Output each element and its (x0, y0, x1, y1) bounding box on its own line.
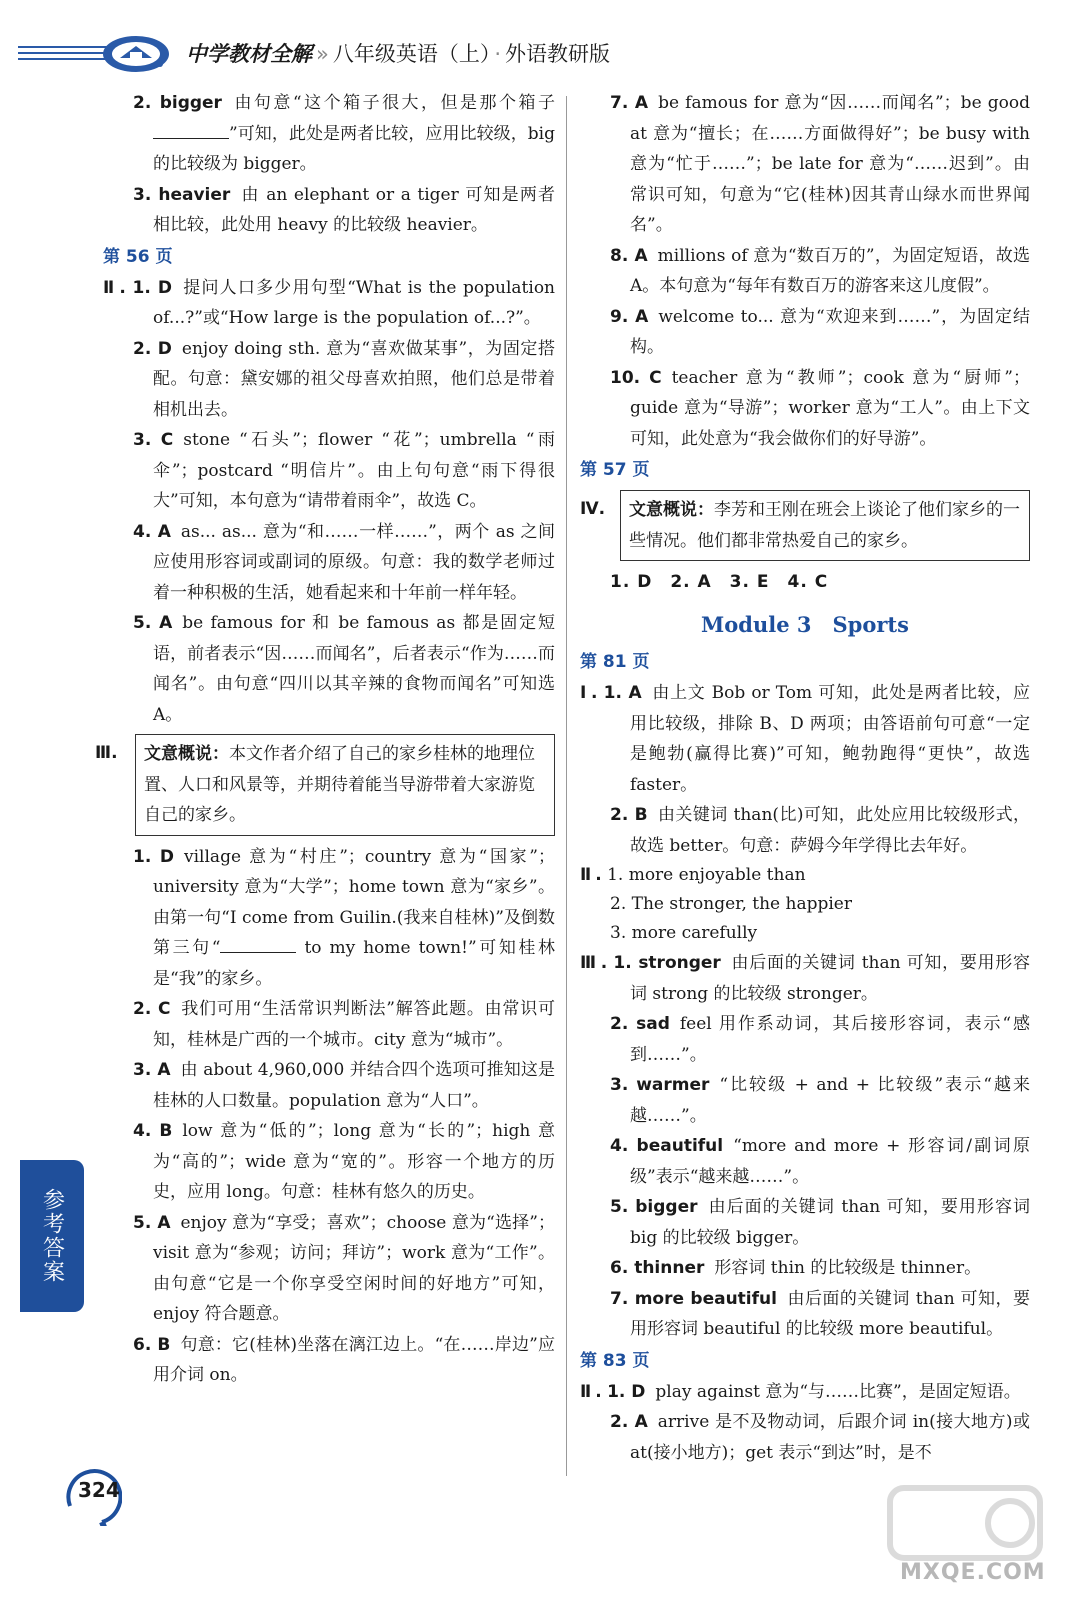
blank-line (220, 934, 296, 953)
section-label: Ⅳ. (580, 499, 606, 519)
answer-item: 3. more carefully (610, 923, 758, 943)
answer-item: Ⅰ . 1. A 由上文 Bob or Tom 可知，此处是两者比较，应用比较级，排除 B、D 两项；由答语前句可意“一定是鲍勃(赢得比赛)”可知，鲍勃跑得“更快”，故选 faster。 (580, 683, 1030, 795)
answer-item: 2. B 由关键词 than(比)可知，此处应用比较级形式，故选 better。句意：萨姆今年学得比去年好。 (610, 805, 1030, 856)
book-logo-icon (100, 30, 172, 74)
edition-label: 外语教研版 (505, 42, 611, 66)
subject-title: 八年级英语（上） (332, 42, 491, 66)
answer-item: 6. thinner 形容词 thin 的比较级是 thinner。 (610, 1258, 982, 1278)
answer-item: 5. bigger 由后面的关键词 than 可知，要用形容词 big 的比较级 bigger。 (610, 1197, 1031, 1248)
left-column (95, 88, 556, 1391)
answer-item: 2. A arrive 是不及物动词，后跟介词 in(接大地方)或 at(接小地方)；get 表示“到达”时，是不 (610, 1412, 1030, 1463)
page-ref-57: 第 57 页 (580, 460, 650, 480)
page-header (0, 0, 1083, 90)
page-ref-81: 第 81 页 (580, 652, 650, 672)
answer-item: 3. C stone “石头”；flower “花”；umbrella “雨伞”；postcard “明信片”。由上句句意“雨下得很大”可知，本句意为“请带着雨伞”，故选 C。 (133, 430, 555, 511)
answer-item: 7. more beautiful 由后面的关键词 than 可知，要用形容词 beautiful 的比较级 more beautiful。 (610, 1288, 1031, 1339)
summary-box-row (580, 490, 1030, 561)
answer-item: 9. A welcome to... 意为“欢迎来到……”，为固定结构。 (610, 306, 1030, 357)
summary-box: 文意概说：李芳和王刚在班会上谈论了他们家乡的一些情况。他们都非常热爱自己的家乡。 (620, 490, 1030, 561)
summary-box-row (95, 734, 555, 836)
answer-item: 3. A 由 about 4,960,000 并结合四个选项可推知这是桂林的人口数量。population 意为“人口”。 (133, 1060, 555, 1111)
header-title: 中学教材全解 » 八年级英语（上） · 外语教研版 (186, 42, 611, 66)
answer-item: 5. A enjoy 意为“享受；喜欢”；choose 意为“选择”；visit 意为“参观；访问；拜访”；work 意为“工作”。由句意“它是一个你享受空闲时间的好地方”可知，enjoy 符合题意。 (133, 1212, 555, 1324)
answer-item: 2. sad feel 用作系动词，其后接形容词，表示“感到……”。 (610, 1014, 1030, 1065)
page-ref-56: 第 56 页 (103, 246, 173, 267)
answer-item: 6. B 句意：它(桂林)坐落在漓江边上。“在……岸边”应用介词 on。 (133, 1334, 555, 1385)
page-number: 324 (78, 1478, 120, 1502)
watermark-text: MXQE.COM (900, 1560, 1046, 1585)
answer-item: 3. heavier 由 an elephant or a tiger 可知是两者相比较，此处用 heavy 的比较级 heavier。 (133, 184, 555, 235)
answer-item: 4. B low 意为“低的”；long 意为“长的”；high 意为“高的”；wide 意为“宽的”。形容一个地方的历史，应用 long。句意：桂林有悠久的历史。 (133, 1121, 555, 1202)
answer-item: 4. A as... as... 意为“和……一样……”，两个 as 之间应使用形容词或副词的原级。句意：我的数学老师过着一种积极的生活，她看起来和十年前一样年轻。 (133, 521, 555, 603)
answer-item: 8. A millions of 意为“数百万的”，为固定短语，故选 A。本句意为“每年有数百万的游客来这儿度假”。 (610, 245, 1030, 296)
blank-line (153, 120, 229, 139)
page-ref-83: 第 83 页 (580, 1350, 650, 1371)
answer-item: 2. The stronger, the happier (610, 894, 852, 914)
column-divider (566, 96, 567, 1476)
answer-item: 2. bigger 由句意“这个箱子很大，但是那个箱子”可知，此处是两者比较，应用比较级，big 的比较级为 bigger。 (133, 93, 555, 174)
answer-item: Ⅱ . 1. D play against 意为“与……比赛”，是固定短语。 (580, 1381, 1021, 1402)
answer-item: 10. C teacher 意为“教师”；cook 意为“厨师”；guide 意为“导游”；worker 意为“工人”。由上下文可知，此处意为“我会做你们的好导游”。 (610, 367, 1030, 449)
answer-key-line: 1. D 2. A 3. E 4. C (610, 572, 829, 592)
right-column (580, 88, 1030, 1468)
answer-item: 2. C 我们可用“生活常识判断法”解答此题。由常识可知，桂林是广西的一个城市。city 意为“城市”。 (133, 999, 555, 1050)
answer-item: Ⅲ . 1. stronger 由后面的关键词 than 可知，要用形容词 strong 的比较级 stronger。 (580, 953, 1030, 1004)
summary-box: 文意概说：本文作者介绍了自己的家乡桂林的地理位置、人口和风景等，并期待着能当导游带着大家游览自己的家乡。 (135, 734, 555, 836)
answer-item: 5. A be famous for 和 be famous as 都是固定短语，前者表示“因……而闻名”，后者表示“作为……而闻名”。由句意“四川以其辛辣的食物而闻名”可知选 A。 (133, 613, 555, 725)
section-label: Ⅲ. (95, 743, 118, 763)
answer-item: Ⅱ . 1. more enjoyable than (580, 865, 806, 885)
answer-item: 4. beautiful “more and more + 形容词/副词原级”表示“越来越……”。 (610, 1136, 1031, 1187)
answer-item: Ⅱ . 1. D 提问人口多少用句型“What is the population of...?”或“How large is the population of...?”。 (103, 277, 556, 328)
answer-item: 3. warmer “比较级 + and + 比较级”表示“越来越……”。 (610, 1075, 1030, 1126)
answer-item: 7. A be famous for 意为“因……而闻名”；be good at 意为“擅长；在……方面做得好”；be busy with 意为“忙于……”；be late for 意为“……迟到”。由常识可知，句意为“它(桂林)因其青山绿水而世界闻名”。 (610, 93, 1030, 235)
book-title: 中学教材全解 (186, 42, 312, 66)
module-title: Module 3 Sports (701, 611, 909, 637)
answers-side-tab: 参考答案 (20, 1160, 84, 1312)
answer-item: 1. D village 意为“村庄”；country 意为“国家”；university 意为“大学”；home town 意为“家乡”。由第一句“I come from Guilin.(我来自桂林)”及倒数第三句“ to my home town!”可知桂林是“我”的家乡。 (133, 846, 556, 989)
answer-item: 2. D enjoy doing sth. 意为“喜欢做某事”，为固定搭配。句意：黛安娜的祖父母喜欢拍照，他们总是带着相机出去。 (133, 338, 555, 420)
